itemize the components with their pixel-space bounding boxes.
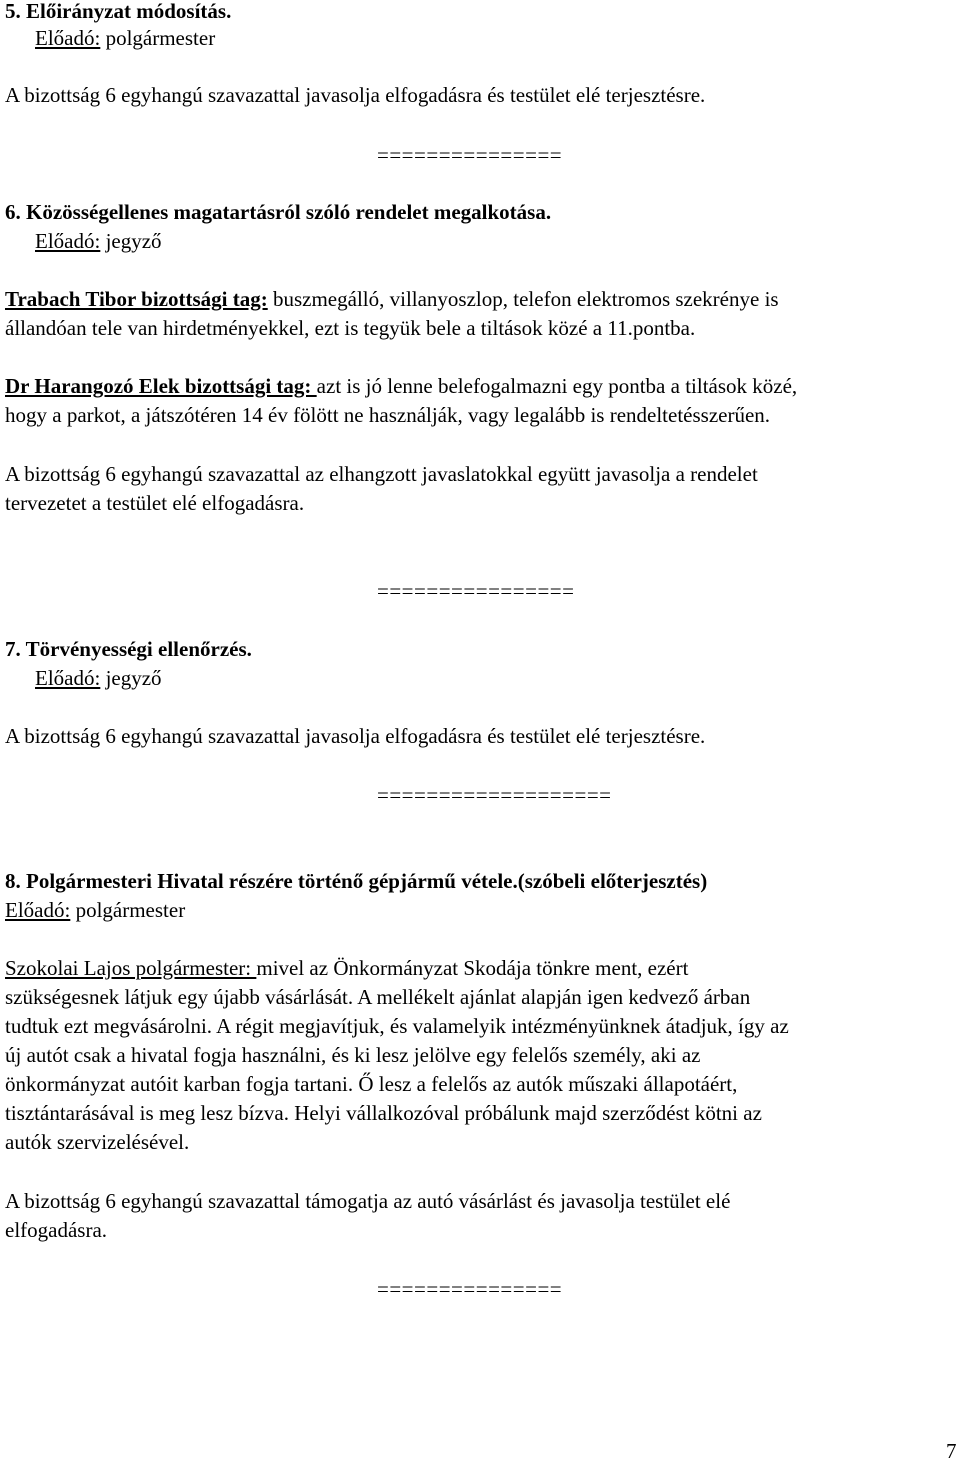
presenter-name: polgármester — [100, 26, 216, 50]
page-number: 7 — [946, 1439, 957, 1463]
section-6-decision-line-2: tervezetet a testület elé elfogadásra. — [5, 491, 305, 515]
comment-trabach-line-2: állandóan tele van hirdetményekkel, ezt is tegyük bele a tiltások közé a 11.pontba. — [5, 316, 696, 340]
separator: ================ — [377, 579, 575, 603]
section-5-presenter — [35, 24, 215, 53]
separator: =================== — [377, 783, 612, 807]
section-7-decision: A bizottság 6 egyhangú szavazattal javasolja elfogadásra és testület elé terjesztésre. — [5, 724, 706, 748]
comment-szokolai-line-4: új autót csak a hivatal fogja használni, és ki lesz jelölve egy felelős személy, aki az — [5, 1043, 701, 1067]
section-8-title: 8. Polgármesteri Hivatal részére történő gépjármű vétele.(szóbeli előterjesztés) — [5, 869, 708, 893]
presenter-label: Előadó: — [35, 666, 101, 690]
separator: =============== — [377, 143, 563, 167]
section-8-decision-line-2: elfogadásra. — [5, 1218, 108, 1242]
comment-szokolai-line-7: autók szervizelésével. — [5, 1130, 190, 1154]
section-6-presenter — [35, 227, 162, 256]
speaker-name: Trabach Tibor bizottsági tag: — [5, 287, 268, 311]
comment-text: mivel az Önkormányzat Skodája tönkre ment, ezért — [256, 956, 689, 980]
section-8-decision-line-1: A bizottság 6 egyhangú szavazattal támogatja az autó vásárlást és javasolja testület elé — [5, 1189, 731, 1213]
section-5-title: 5. Előirányzat módosítás. — [5, 0, 232, 23]
comment-szokolai-line-6: tisztántarásával is meg lesz bízva. Helyi vállalkozóval próbálunk majd szerződést kötni az — [5, 1101, 762, 1125]
comment-szokolai-line-5: önkormányzat autóit karban fogja tartani. Ő lesz a felelős az autók műszaki állapotáért, — [5, 1072, 738, 1096]
comment-szokolai-line-2: szükségesnek látjuk egy újabb vásárlását. A mellékelt ajánlat alapján igen kedvező árban — [5, 985, 751, 1009]
section-8-presenter — [5, 896, 185, 925]
comment-trabach-line-1 — [5, 285, 779, 314]
section-6-title: 6. Közösségellenes magatartásról szóló rendelet megalkotása. — [5, 200, 552, 224]
presenter-name: jegyző — [100, 666, 162, 690]
comment-szokolai-line-3: tudtuk ezt megvásárolni. A régit megjavítjuk, és valamelyik intézményünknek átadjuk, így az — [5, 1014, 789, 1038]
presenter-label: Előadó: — [35, 26, 101, 50]
presenter-label: Előadó: — [35, 229, 101, 253]
speaker-name: Szokolai Lajos polgármester: — [5, 956, 257, 980]
comment-text: azt is jó lenne belefogalmazni egy pontba a tiltások közé, — [316, 374, 798, 398]
comment-harangozo-line-1 — [5, 372, 797, 401]
separator: =============== — [377, 1277, 563, 1301]
comment-text: buszmegálló, villanyoszlop, telefon elektromos szekrénye is — [267, 287, 779, 311]
section-5-decision: A bizottság 6 egyhangú szavazattal javasolja elfogadásra és testület elé terjesztésre. — [5, 83, 706, 107]
presenter-label: Előadó: — [5, 898, 71, 922]
section-7-title: 7. Törvényességi ellenőrzés. — [5, 637, 252, 661]
presenter-name: polgármester — [70, 898, 186, 922]
section-6-decision-line-1: A bizottság 6 egyhangú szavazattal az elhangzott javaslatokkal együtt javasolja a rendelet — [5, 462, 758, 486]
speaker-name: Dr Harangozó Elek bizottsági tag: — [5, 374, 317, 398]
comment-szokolai-line-1 — [5, 954, 688, 983]
comment-harangozo-line-2: hogy a parkot, a játszótéren 14 év fölött ne használják, vagy legalább is rendeltetésszerűen. — [5, 403, 771, 427]
presenter-name: jegyző — [100, 229, 162, 253]
section-7-presenter — [35, 664, 162, 693]
